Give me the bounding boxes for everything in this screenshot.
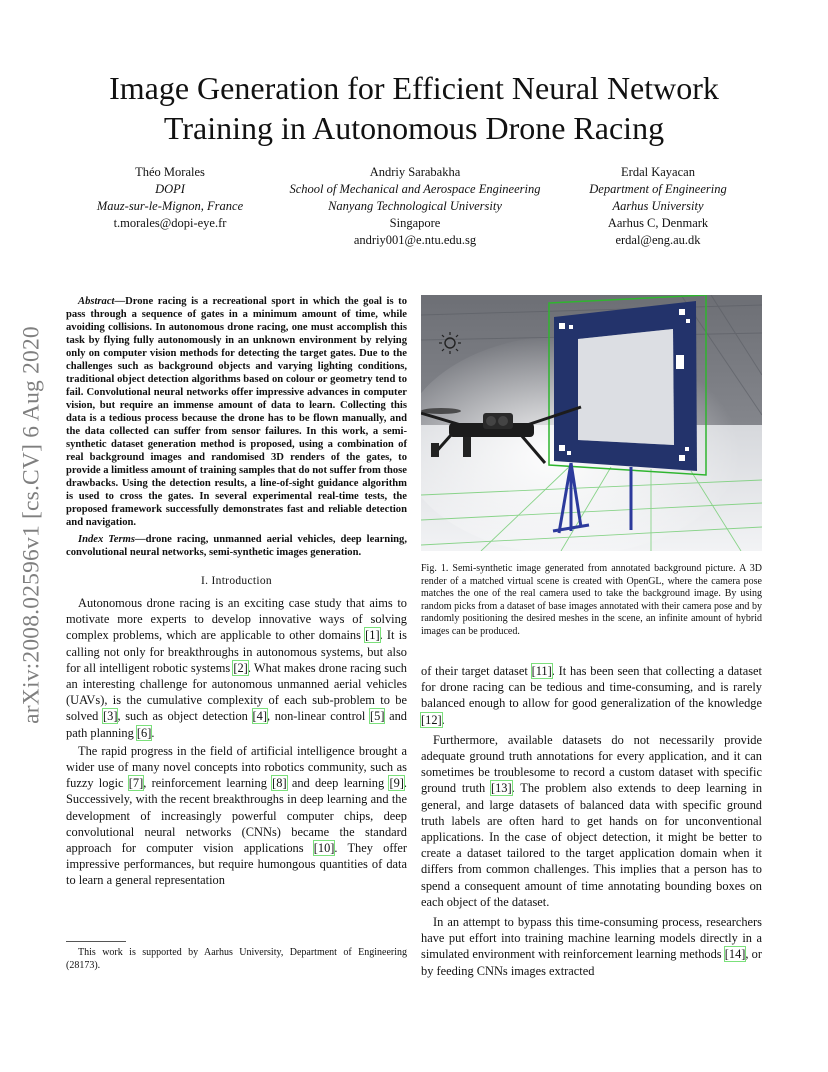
author-affiliation: School of Mechanical and Aerospace Engineering (289, 182, 541, 196)
right-paragraph-1 (421, 663, 762, 728)
abstract (66, 295, 407, 529)
index-terms-lead: Index Terms (78, 534, 135, 545)
citation-link[interactable]: [12] (421, 712, 442, 727)
text-run: . What makes drone racing such an interesting challenge for autonomous unmanned aerial vehicles (UAVs), is the cumulative complexity of each sub-problem to be solved (66, 660, 407, 724)
arxiv-stamp-text: arXiv:2008.02596v1 [cs.CV] 6 Aug 2020 (18, 326, 45, 724)
citation-link[interactable]: [9] (389, 776, 404, 791)
arxiv-stamp (14, 290, 50, 760)
author-location: Mauz-sur-le-Mignon, France (96, 199, 244, 213)
citation-link[interactable]: [6] (136, 725, 152, 740)
author-institution: Nanyang Technological University (328, 199, 502, 213)
abstract-lead: Abstract (78, 296, 115, 307)
text-run: . They offer impressive performances, but require humongous quantities of data to learn a general representation (66, 841, 407, 888)
author-email: andriy001@e.ntu.edu.sg (353, 233, 477, 247)
text-run: . (441, 712, 445, 727)
text-run: The rapid progress in the field of artificial intelligence brought a wider use of many novel concepts into robotics community, such as fuzzy logic (66, 743, 407, 791)
citation-link[interactable]: [2] (233, 660, 248, 675)
author-block-1 (80, 164, 260, 232)
right-paragraph-2 (421, 732, 762, 910)
right-column-body (421, 663, 762, 979)
text-run: , reinforcement learning (143, 776, 273, 791)
citation-link[interactable]: [7] (128, 776, 144, 791)
footnote-rule (66, 941, 126, 942)
text-run: . The problem also extends to deep learning in general, and large datasets of balanced data with specific ground truth labels are often hard to get hands on for unconventional applications. In the case of object detection, it might be better to create a dataset tailored to the target application domain when it differs from common challenges. This implies that a person has to spend a consequent amount of time annotating bounding boxes on each object of the dataset. (421, 781, 763, 909)
citation-link[interactable]: [14] (724, 947, 746, 962)
figure-caption: Fig. 1. Semi-synthetic image generated from annotated background picture. A 3D render of a matched virtual scene is created with OpenGL, where the camera pose matches the one of the real camera used to take the background image. By using random picks from a dataset of base images annotated with their camera pose and by randomly positioning the desired meshes in the scene, an infinite amount of hybrid images can be produced. (421, 563, 762, 637)
left-column (66, 295, 407, 889)
figure-1-image (421, 295, 762, 551)
citation-link[interactable]: [3] (103, 709, 118, 724)
author-block-2 (270, 164, 560, 249)
racing-gate (549, 295, 706, 475)
citation-link[interactable]: [10] (313, 841, 335, 856)
author-location: Aarhus C, Denmark (607, 216, 709, 230)
text-run: . It has been seen that collecting a dataset for drone racing can be tedious and time-consuming, and is rarely balanced enough to allow for good generalization of the knowledge (421, 664, 762, 711)
index-terms (66, 533, 407, 559)
text-run: . (151, 725, 155, 740)
author-name: Andriy Sarabakha (369, 165, 461, 179)
citation-link[interactable]: [8] (272, 776, 287, 791)
abstract-text: —Drone racing is a recreational sport in which the goal is to pass through a sequence of gates in a minimum amount of time, while avoiding collisions. In autonomous drone racing, one must accomplish this task by flying fully autonomously in an unknown environment by relying only on computer vision methods for detecting the target gates. Due to the challenges such as background objects and varying lighting conditions, traditional object detection algorithms based on colour or geometry tend to fail. Convolutional neural networks offer impressive advances in computer vision, but require an immense amount of data to learn. Collecting this data is a tedious process because the drone has to be flown manually, and the data collected can suffer from sensor failures. In this work, a semi-synthetic dataset generation method is proposed, using a combination of real background images and randomised 3D renders of the gates, to provide a limitless amount of training samples that do not suffer from those drawbacks. Using the detection results, a line-of-sight guidance algorithm is used to cross the gates. In several experimental real-time tests, the proposed framework successfully demonstrates fast and reliable detection and navigation. (66, 296, 407, 528)
author-institution: Aarhus University (612, 199, 704, 213)
author-name: Théo Morales (135, 165, 205, 179)
text-run: . Successively, with the recent breakthroughs in deep learning and the development of increasingly powerful computer chips, deep convolutional neural networks (CNNs) became the standard approach for computer vision applications (66, 776, 407, 856)
text-run: and path planning (66, 709, 407, 740)
citation-link[interactable]: [1] (365, 628, 380, 643)
right-paragraph-3 (421, 914, 762, 979)
semi-synthetic-drone-scene (421, 295, 762, 551)
text-run: and deep learning (286, 776, 390, 791)
author-email: t.morales@dopi-eye.fr (113, 216, 227, 230)
author-name: Erdal Kayacan (621, 165, 695, 179)
author-email: erdal@eng.au.dk (615, 233, 701, 247)
text-run: . It is calling not only for breakthroughs in autonomous systems, but also for all intelligent robotic systems (66, 628, 407, 675)
author-location: Singapore (389, 216, 441, 230)
citation-link[interactable]: [11] (531, 664, 552, 678)
citation-link[interactable]: [5] (370, 709, 385, 724)
right-column-figure (421, 295, 762, 638)
text-run: Furthermore, available datasets do not necessarily provide adequate ground truth annotations for every application, and it can sometimes be troublesome to record a custom dataset with specific ground truth (421, 732, 762, 796)
text-run: In an attempt to bypass this time-consuming process, researchers have put effort into training machine learning models directly in a simulated environment with reinforcement learning methods (421, 915, 762, 962)
text-run: of their target dataset (421, 664, 532, 678)
text-run: , non-linear control (266, 709, 370, 724)
citation-link[interactable]: [4] (252, 709, 267, 724)
text-run: Autonomous drone racing is an exciting case study that aims to motivate more experts to develop innovative ways of solving complex problems, which are applicable to other domains (66, 596, 407, 643)
author-affiliation: DOPI (155, 182, 185, 196)
author-affiliation: Department of Engineering (589, 182, 727, 196)
text-run: , or by feeding CNNs images extracted (421, 947, 762, 978)
index-terms-text: —drone racing, unmanned aerial vehicles, deep learning, convolutional neural networks, semi-synthetic images generation. (66, 534, 407, 558)
author-block-3 (568, 164, 748, 249)
citation-link[interactable]: [13] (490, 781, 512, 796)
text-run: , such as object detection (117, 709, 253, 724)
intro-paragraph-1 (66, 595, 407, 741)
footnote: This work is supported by Aarhus University, Department of Engineering (28173). (66, 947, 407, 971)
section-heading: I. Introduction (201, 575, 272, 587)
intro-paragraph-2 (66, 743, 407, 889)
paper-title: Image Generation for Efficient Neural Network Training in Autonomous Drone Racing (109, 70, 719, 146)
